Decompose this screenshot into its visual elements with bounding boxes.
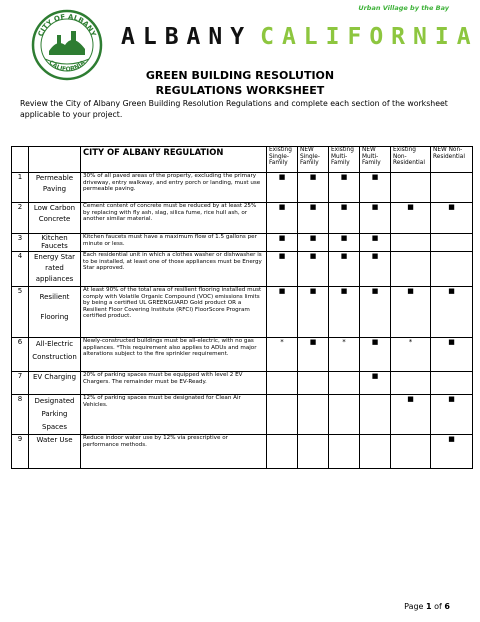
- regulation-description: Kitchen faucets must have a maximum flow of 1.5 gallons per minute or less.: [81, 234, 267, 252]
- applicability-mark: *: [391, 338, 431, 372]
- applicability-mark: [298, 372, 329, 395]
- applicability-mark: [329, 395, 360, 435]
- row-number: 7: [12, 372, 29, 395]
- applicability-mark: [431, 252, 473, 287]
- applicability-mark: ■: [267, 252, 298, 287]
- column-header-new-single-family: NEW Single-Family: [298, 147, 329, 173]
- table-row: [12, 287, 473, 338]
- applicability-mark: [431, 173, 473, 203]
- regulation-description: Cement content of concrete must be reduced by at least 25% by replacing with fly ash, slag, silica fume, rice hull ash, or another similar material.: [81, 203, 267, 234]
- table-row: [12, 252, 473, 287]
- applicability-mark: ■: [431, 287, 473, 338]
- regulation-name: Permeable Paving: [29, 173, 81, 203]
- column-header-new-non-residential: NEW Non-Residential: [431, 147, 473, 173]
- applicability-mark: ■: [360, 287, 391, 338]
- applicability-mark: ■: [267, 234, 298, 252]
- applicability-mark: ■: [431, 435, 473, 469]
- table-row: [12, 372, 473, 395]
- applicability-mark: [267, 395, 298, 435]
- regulation-name: Resilient Flooring: [29, 287, 81, 338]
- svg-text:CITY OF ALBANY: CITY OF ALBANY: [36, 12, 98, 38]
- row-number: 1: [12, 173, 29, 203]
- applicability-mark: ■: [267, 287, 298, 338]
- applicability-mark: [431, 234, 473, 252]
- regulation-name: All-Electric Construction: [29, 338, 81, 372]
- page-label: Page: [404, 602, 424, 611]
- applicability-mark: [267, 372, 298, 395]
- page-total: 6: [444, 602, 450, 611]
- table-row: [12, 338, 473, 372]
- svg-text:CALIFORNIA: CALIFORNIA: [47, 59, 87, 74]
- regulation-description: 30% of all paved areas of the property, excluding the primary driveway, entry walkway, and entry porch or landing, must use permeable paving.: [81, 173, 267, 203]
- applicability-mark: ■: [329, 252, 360, 287]
- table-row: [12, 395, 473, 435]
- regulation-column-header: CITY OF ALBANY REGULATION: [81, 147, 267, 173]
- regulation-name: EV Charging: [29, 372, 81, 395]
- header-blank: [29, 147, 81, 173]
- page-current: 1: [426, 602, 432, 611]
- applicability-mark: [329, 372, 360, 395]
- brand-word-california: CALIFORNIA: [260, 24, 479, 50]
- applicability-mark: [431, 372, 473, 395]
- column-header-existing-non-residential: Existing Non-Residential: [391, 147, 431, 173]
- applicability-mark: [329, 435, 360, 469]
- regulation-description: 12% of parking spaces must be designated for Clean Air Vehicles.: [81, 395, 267, 435]
- applicability-mark: ■: [360, 252, 391, 287]
- row-number: 8: [12, 395, 29, 435]
- applicability-mark: [391, 372, 431, 395]
- applicability-mark: ■: [360, 372, 391, 395]
- applicability-mark: ■: [298, 287, 329, 338]
- applicability-mark: ■: [391, 203, 431, 234]
- applicability-mark: ■: [360, 173, 391, 203]
- column-header-existing-single-family: Existing Single-Family: [267, 147, 298, 173]
- applicability-mark: ■: [329, 173, 360, 203]
- applicability-mark: ■: [298, 234, 329, 252]
- applicability-mark: ■: [360, 234, 391, 252]
- row-number: 6: [12, 338, 29, 372]
- applicability-mark: ■: [431, 395, 473, 435]
- table-row: [12, 435, 473, 469]
- row-number: 5: [12, 287, 29, 338]
- applicability-mark: ■: [329, 234, 360, 252]
- document-subtitle: REGULATIONS WORKSHEET: [155, 84, 325, 97]
- regulation-name: Designated Parking Spaces: [29, 395, 81, 435]
- row-number: 4: [12, 252, 29, 287]
- header-blank: [12, 147, 29, 173]
- regulation-description: Reduce indoor water use by 12% via prescriptive or performance methods.: [81, 435, 267, 469]
- applicability-mark: ■: [431, 203, 473, 234]
- applicability-mark: ■: [298, 173, 329, 203]
- city-brand-wordmark: [121, 24, 479, 54]
- page-of: of: [434, 602, 442, 611]
- applicability-mark: [298, 435, 329, 469]
- regulation-description: Each residential unit in which a clothes washer or dishwasher is to be installed, at least one of those appliances must be Energy Star approved.: [81, 252, 267, 287]
- regulation-name: Kitchen Faucets: [29, 234, 81, 252]
- city-tagline: Urban Village by the Bay: [358, 4, 449, 12]
- applicability-mark: [391, 252, 431, 287]
- applicability-mark: [360, 395, 391, 435]
- applicability-mark: ■: [360, 338, 391, 372]
- applicability-mark: ■: [391, 287, 431, 338]
- regulation-description: Newly-constructed buildings must be all-electric, with no gas appliances. *This requirement also applies to ADUs and major alterations subject to the fire sprinkler requirement.: [81, 338, 267, 372]
- applicability-mark: [391, 234, 431, 252]
- applicability-mark: [391, 173, 431, 203]
- applicability-mark: [298, 395, 329, 435]
- applicability-mark: ■: [391, 395, 431, 435]
- applicability-mark: ■: [360, 203, 391, 234]
- applicability-mark: *: [267, 338, 298, 372]
- applicability-mark: ■: [298, 203, 329, 234]
- table-header-row: [12, 147, 473, 173]
- applicability-mark: ■: [267, 203, 298, 234]
- row-number: 9: [12, 435, 29, 469]
- regulations-table: [11, 146, 473, 469]
- intro-text: Review the City of Albany Green Building Resolution Regulations and complete each section of the worksheet applicable to your project.: [20, 99, 448, 119]
- applicability-mark: ■: [329, 203, 360, 234]
- brand-word-albany: ALBANY: [121, 24, 253, 50]
- applicability-mark: ■: [329, 287, 360, 338]
- regulation-description: 20% of parking spaces must be equipped with level 2 EV Chargers. The remainder must be EV-Ready.: [81, 372, 267, 395]
- regulation-name: Water Use: [29, 435, 81, 469]
- applicability-mark: [267, 435, 298, 469]
- applicability-mark: ■: [298, 252, 329, 287]
- regulation-name: Energy Star rated appliances: [29, 252, 81, 287]
- document-title: GREEN BUILDING RESOLUTION: [145, 69, 335, 82]
- applicability-mark: ■: [267, 173, 298, 203]
- column-header-existing-multi-family: Existing Multi-Family: [329, 147, 360, 173]
- table-row: [12, 203, 473, 234]
- applicability-mark: *: [329, 338, 360, 372]
- row-number: 2: [12, 203, 29, 234]
- applicability-mark: [391, 435, 431, 469]
- regulation-name: Low Carbon Concrete: [29, 203, 81, 234]
- page-indicator: [404, 602, 450, 611]
- applicability-mark: ■: [298, 338, 329, 372]
- column-header-new-multi-family: NEW Multi-Family: [360, 147, 391, 173]
- table-row: [12, 173, 473, 203]
- table-row: [12, 234, 473, 252]
- applicability-mark: ■: [431, 338, 473, 372]
- regulation-description: At least 90% of the total area of resilient flooring installed must comply with Volatile Organic Compound (VOC) emissions limits by being a certified UL GREENGUARD Gold product OR a Resilient Floor Covering Institute (RFCI) FloorScore Program certified product.: [81, 287, 267, 338]
- applicability-mark: [360, 435, 391, 469]
- row-number: 3: [12, 234, 29, 252]
